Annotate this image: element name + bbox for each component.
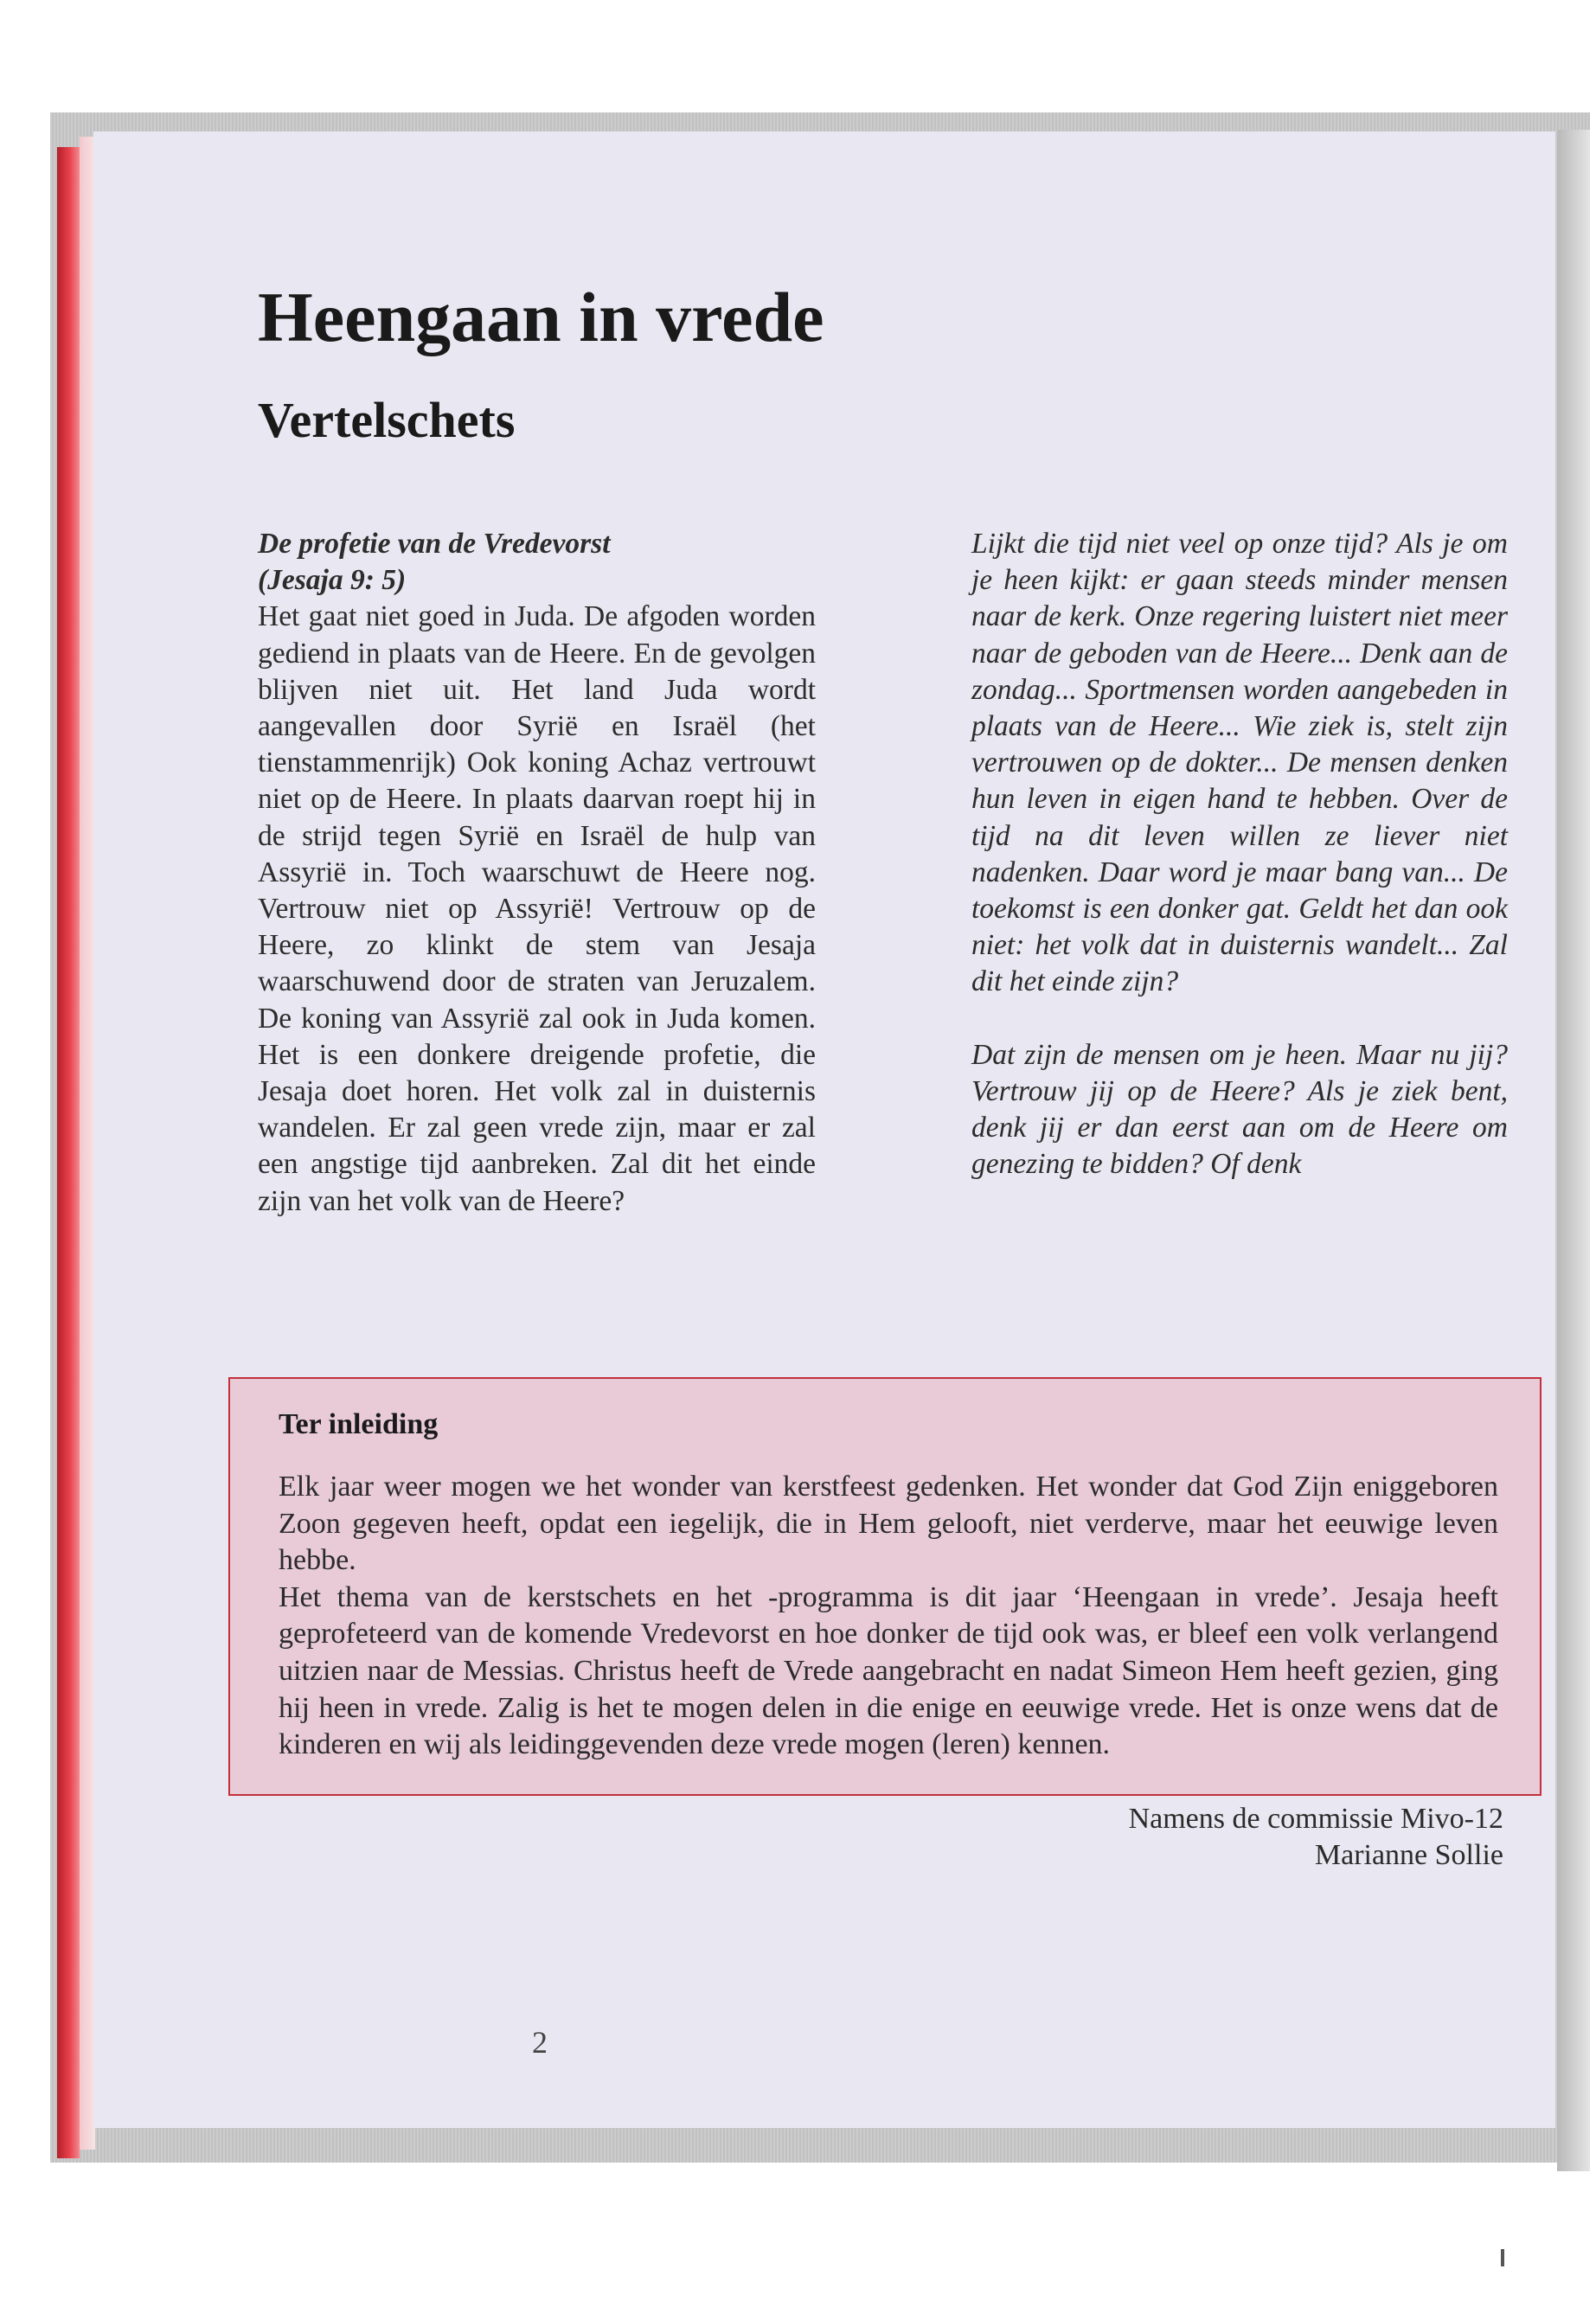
left-column-body: Het gaat niet goed in Juda. De afgoden worden gediend in plaats van de Heere. En de gevolgen blijven niet uit. Het land Juda wordt aangevallen door Syrië en Israël (het tienstammenrijk) Ook koning Achaz vertrouwt niet op de Heere. In plaats daarvan roept hij in de strijd tegen Syrië en Israël de hulp van Assyrië in. Toch waarschuwt de Heere nog. Vertrouw niet op Assyrië! Vertrouw op de Heere, zo klinkt de stem van Jesaja waarschuwend door de straten van Jeruzalem. De koning van Assyrië zal ook in Juda komen. Het is een donkere dreigende profetie, die Jesaja doet horen. Het volk zal in duisternis wandelen. Er zal geen vrede zijn, maar er zal een angstige tijd aanbreken. Zal dit het einde zijn van het volk van de Heere?: [258, 600, 816, 1217]
right-column-paragraph-2: Dat zijn de mensen om je heen. Maar nu jij? Vertrouw jij op de Heere? Als je ziek bent, denk jij er dan eerst aan om de Heere om genezing te bidden? Of denk: [971, 1038, 1508, 1181]
intro-box: [228, 1377, 1542, 1871]
section-heading-line1: De profetie van de Vredevorst: [258, 528, 611, 560]
intro-box-body: [279, 1469, 1498, 1764]
book-spine: [57, 147, 80, 2158]
intro-paragraph-2: Het thema van de kerstschets en het -programma is dit jaar ‘Heengaan in vrede’. Jesaja heeft geprofeteerd van de komende Vredevorst en hoe donker de tijd ook was, er bleef een volk verlangend uitzien naar de Messias. Christus heeft de Vrede aangebracht en nadat Simeon Hem heeft gezien, ging hij heen in vrede. Zalig is het te mogen delen in die enige en eeuwige vrede. Het is onze wens dat de kinderen en wij als leidinggevenden deze vrede mogen (leren) kennen.: [279, 1580, 1498, 1761]
page-number: 2: [532, 2025, 548, 2060]
left-column: [258, 526, 816, 1220]
section-heading: [258, 526, 816, 599]
right-column: [971, 526, 1508, 1183]
cover-edge: [1557, 130, 1590, 2171]
signature-line-1: Namens de commissie Mivo-12: [1128, 1803, 1503, 1835]
intro-box-heading: Ter inleiding: [279, 1408, 439, 1440]
signature-line-2: Marianne Sollie: [1314, 1839, 1503, 1871]
intro-paragraph-1: Elk jaar weer mogen we het wonder van kerstfeest gedenken. Het wonder dat God Zijn eniggeboren Zoon gegeven heeft, opdat een iegelijk, die in Hem gelooft, niet verderve, maar het eeuwige leven hebbe.: [279, 1471, 1498, 1577]
signature: [1129, 1801, 1503, 1874]
scan-mark: [1501, 2249, 1504, 2266]
right-column-paragraph-1: Lijkt die tijd niet veel op onze tijd? Als je om je heen kijkt: er gaan steeds minder mensen naar de kerk. Onze regering luistert niet meer naar de geboden van de Heere... Denk aan de zondag... Sportmensen worden aangebeden in plaats van de Heere... Wie ziek is, stelt zijn vertrouwen op de dokter... De mensen denken hun leven in eigen hand te hebben. Over de tijd na dit leven willen ze liever niet nadenken. Daar word je maar bang van... De toekomst is een donker gat. Geldt het dan ook niet: het volk dat in duisternis wandelt... Zal dit het einde zijn?: [971, 528, 1508, 998]
section-heading-line2: (Jesaja 9: 5): [258, 564, 407, 597]
page-title: Heengaan in vrede: [258, 278, 824, 356]
page-subtitle: Vertelschets: [258, 392, 516, 448]
